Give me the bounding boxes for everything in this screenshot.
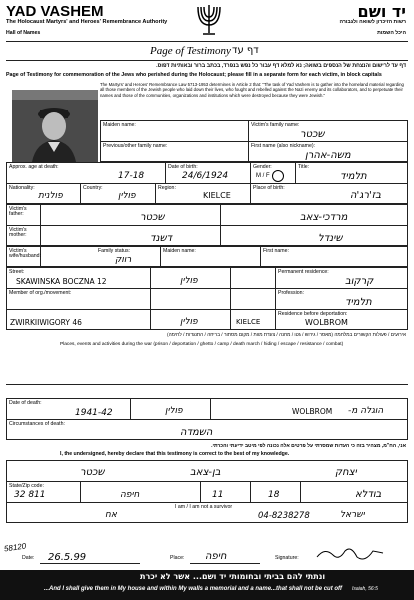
archive-stamp: 58120 xyxy=(3,541,27,554)
birthplace-label: Place of birth: xyxy=(253,185,285,191)
submitter-first-name[interactable]: יצחק xyxy=(335,467,357,478)
form-title-en: Page of Testimony xyxy=(150,45,231,57)
submitter-family-name-2[interactable]: בן-צאב xyxy=(190,467,221,478)
submitter-city[interactable]: חיפה xyxy=(120,490,140,500)
street-value[interactable]: SKAWINSKA BOCZNA 12 xyxy=(16,277,107,286)
victim-photo xyxy=(12,90,98,162)
wartime-country[interactable]: פולין xyxy=(180,317,198,327)
activities-en: Places, events and activities during the war (prison / deportation / ghetto / camp / death march / hiding / escape / resistance / combat) xyxy=(60,342,344,347)
hall-of-names-he: היכל השמות xyxy=(377,30,406,36)
spouse-maiden-label: Maiden name: xyxy=(163,248,196,254)
law-text: The Martyrs' and Heroes' Remembrance Law 5713-1953 determines in Article 2 that: "The task of Yad Vashem is to gather into the homeland material regarding all those members of the Jewish people who laid down their lives, who fought and rebelled against the Nazi enemy and its collaborators, and to perpetuate their names and those of the communities, organizations and institutions which were destroyed because they were Jewish." xyxy=(100,82,404,98)
gender-value[interactable]: M / F xyxy=(256,173,270,179)
declaration-he: אני, הח"מ, מצהיר בזה כי העדות שמסרתי על פרטים אלה נכונה לפי מיטב ידיעתי והכרתי. xyxy=(211,443,406,449)
death-country[interactable]: פולין xyxy=(165,406,183,416)
portrait-icon xyxy=(12,90,98,162)
approx-age-label: Approx. age at death: xyxy=(9,164,59,170)
org-subtitle-en: The Holocaust Martyrs' and Heroes' Remembrance Authority xyxy=(6,19,168,25)
title-label: Title: xyxy=(298,164,310,170)
mother-label: Victim's mother: xyxy=(9,227,27,239)
family-name-label: Victim's family name: xyxy=(251,122,300,128)
dob-value[interactable]: 24/6/1924 xyxy=(182,171,229,181)
spouse-label: Victim's wife/husband: xyxy=(9,248,42,260)
date-value[interactable]: 26.5.99 xyxy=(48,552,87,563)
profession-label: Profession: xyxy=(278,290,304,296)
spouse-first-label: First name: xyxy=(263,248,289,254)
zip-value[interactable]: 32 811 xyxy=(14,490,46,500)
approx-age-value[interactable]: 17-18 xyxy=(118,171,145,181)
wartime-region[interactable]: KIELCE xyxy=(236,318,261,326)
death-date-value[interactable]: 1941-42 xyxy=(75,408,113,418)
org-subtitle-he: רשות הזיכרון לשואה ולגבורה xyxy=(339,19,406,25)
date-label: Date: xyxy=(22,555,35,561)
father-family-name[interactable]: שכטר xyxy=(140,212,165,223)
place-label: Place: xyxy=(170,555,185,561)
submitter-family-name[interactable]: שכטר xyxy=(80,467,105,478)
member-org-label: Member of org./movement: xyxy=(9,290,72,296)
victim-first-name[interactable]: משה-אהרן xyxy=(305,150,351,161)
country-label: Country: xyxy=(83,185,103,191)
instruction-he: דף עד לרישום והנצחת של הנספים בשואה; נא למלא דף עבור כל נפש בנפרד, בכתב ברור ובאותיות דפוס. xyxy=(156,63,406,69)
declaration-en: I, the undersigned, hereby declare that this testimony is correct to the best of my knowledge. xyxy=(60,451,290,457)
prev-name-label: Previous/other family name: xyxy=(103,143,168,149)
handwritten-signature-icon[interactable] xyxy=(315,545,385,563)
country-value[interactable]: פולין xyxy=(118,191,136,201)
phone-value[interactable]: 04-8238278 xyxy=(258,511,310,521)
footer-quote-ref: Isaiah, 56:5 xyxy=(352,586,378,592)
dob-label: Date of birth: xyxy=(168,164,198,170)
death-date-label: Date of death: xyxy=(9,400,42,406)
gender-circle xyxy=(272,170,284,182)
menorah-logo-icon xyxy=(197,3,221,37)
gender-label: Gender: xyxy=(253,164,272,170)
residence-country[interactable]: פולין xyxy=(180,276,198,286)
wartime-street[interactable]: ZWIRKIIWIGORY 46 xyxy=(10,318,82,327)
hall-of-names-en: Hall of Names xyxy=(6,30,41,36)
victim-family-name[interactable]: שכטר xyxy=(300,129,325,140)
org-name-en: YAD VASHEM xyxy=(6,3,104,20)
region-value[interactable]: KIELCE xyxy=(203,191,231,200)
family-status-value[interactable]: רווק xyxy=(115,255,132,265)
father-label: Victim's father: xyxy=(9,206,27,218)
mother-maiden-name[interactable]: דשנד xyxy=(150,233,173,244)
circumstances-value[interactable]: השמדה xyxy=(180,427,213,438)
form-title-he: דף עד xyxy=(232,45,259,56)
relation-value[interactable]: אח xyxy=(105,510,117,520)
father-first-name[interactable]: מרדכי-צאב xyxy=(300,212,348,223)
maiden-name-label: Maiden name: xyxy=(103,122,136,128)
apt-value[interactable]: 11 xyxy=(212,490,224,500)
nationality-value[interactable]: פולנית xyxy=(38,191,63,201)
survivor-note: I am / I am not a survivor xyxy=(175,504,233,510)
house-no-value[interactable]: 18 xyxy=(268,490,280,500)
footer-quote-en: ...And I shall give them in My house and within My walls a memorial and a name...that shall not be cut off xyxy=(44,586,342,592)
wartime-city[interactable]: WOLBROM xyxy=(305,318,348,327)
wartime-residence-label: Residence before deportation: xyxy=(278,311,348,317)
mother-first-name[interactable]: שינדל xyxy=(318,233,343,244)
perm-residence-label: Permanent residence: xyxy=(278,269,329,275)
org-name-he: יד ושם xyxy=(357,2,406,21)
region-label: Region: xyxy=(158,185,176,191)
footer-quote-he: ונתתי להם בביתי ובחומותי יד ושם... אשר לא יכרת xyxy=(140,572,326,581)
birthplace-value[interactable]: בז'רג'ה xyxy=(350,190,382,201)
submitter-street[interactable]: בודלא xyxy=(355,489,382,500)
circumstances-label: Circumstances of death: xyxy=(9,421,65,427)
signature-label: Signature: xyxy=(275,555,299,561)
profession-value[interactable]: תלמיד xyxy=(345,297,372,308)
death-place[interactable]: WOLBROM xyxy=(292,407,333,416)
submitter-country[interactable]: ישראל xyxy=(340,510,365,520)
residence-city[interactable]: קרקוב xyxy=(345,276,374,287)
title-value[interactable]: תלמיד xyxy=(340,171,367,182)
zip-label: State/Zip code: xyxy=(9,483,44,489)
death-place-he[interactable]: הוגלה מ- xyxy=(348,406,384,416)
street-label: Street: xyxy=(9,269,25,275)
first-name-label: First name (also nickname): xyxy=(251,143,315,149)
place-value[interactable]: חיפה xyxy=(205,551,227,562)
family-status-label: Family status: xyxy=(98,248,130,254)
activities-he: אירועים / פעולות הקשורים במלחמה (מאסר / גירוש / גטו / מחנה / צעדת מוות / מקום מסתור / בריחה / התנגדות / לחימה) xyxy=(167,333,406,338)
instruction-en: Page of Testimony for commemoration of the Jews who perished during the Holocaust; please fill in a separate form for each victim, in block capitals xyxy=(6,72,382,78)
nationality-label: Nationality: xyxy=(9,185,35,191)
